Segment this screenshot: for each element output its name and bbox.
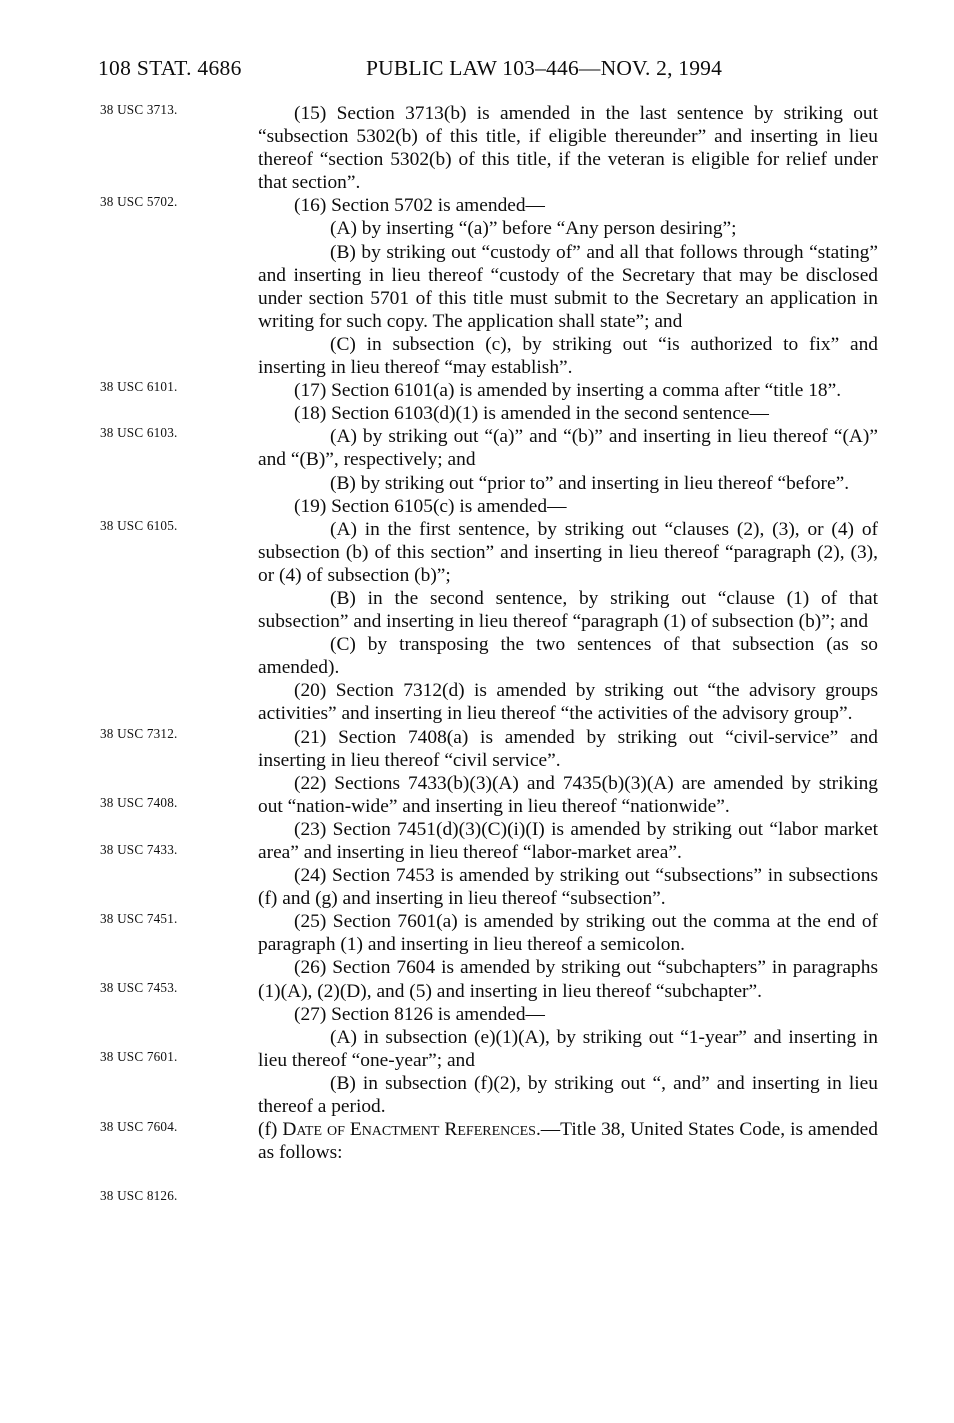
- paragraph-15: (15) Section 3713(b) is amended in the last sentence by striking out “subsection 5302(b) of this title, if eligible thereunder” and inserting in lieu thereof “section 5302(b) of this title, if the veteran is eligible for relief under that section”.: [258, 103, 878, 194]
- paragraph-27-b: (B) in subsection (f)(2), by striking out “, and” and inserting in lieu thereof a period.: [258, 1072, 878, 1118]
- paragraph-19: (19) Section 6105(c) is amended—: [294, 495, 567, 517]
- sidenote-usc-7408: 38 USC 7408.: [100, 795, 178, 810]
- sidenote-usc-6103: 38 USC 6103.: [100, 425, 178, 440]
- sidenote-usc-6101: 38 USC 6101.: [100, 379, 178, 394]
- sidenote-usc-5702: 38 USC 5702.: [100, 194, 178, 209]
- page-header: [78, 56, 876, 90]
- paragraph-19-c: (C) by transposing the two sentences of that subsection (as so amended).: [258, 634, 878, 679]
- sidenote-usc-7604: 38 USC 7604.: [100, 1119, 178, 1134]
- paragraph-23: (23) Section 7451(d)(3)(C)(i)(I) is amended by striking out “labor market area” and inserting in lieu thereof “labor-market area”.: [258, 818, 878, 863]
- sidenote-usc-7433: 38 USC 7433.: [100, 842, 178, 857]
- subsection-f-text: .—Title 38, United States Code, is amended as follows:: [258, 1119, 878, 1164]
- paragraph-24: (24) Section 7453 is amended by striking out “subsections” in subsections (f) and (g) and inserting in lieu thereof “subsection”.: [258, 865, 878, 910]
- subsection-f-marker: (f): [258, 1119, 283, 1141]
- public-law-title: PUBLIC LAW 103–446—NOV. 2, 1994: [366, 56, 723, 80]
- sidenote-usc-7312: 38 USC 7312.: [100, 726, 178, 741]
- page-body: [78, 102, 878, 1203]
- sidenote-usc-6105: 38 USC 6105.: [100, 518, 178, 533]
- main-text-column: [258, 102, 878, 1164]
- sidenote-usc-7451: 38 USC 7451.: [100, 911, 178, 926]
- sidenote-usc-7453: 38 USC 7453.: [100, 980, 178, 995]
- paragraph-16: (16) Section 5702 is amended—: [294, 195, 545, 217]
- paragraph-18-b: (B) by striking out “prior to” and inserting in lieu thereof “before”.: [330, 472, 850, 494]
- paragraph-19-a: (A) in the first sentence, by striking out “clauses (2), (3), or (4) of subsection (b) of this section” and inserting in lieu thereof “paragraph (2), (3), or (4) of subsection (b)”;: [258, 518, 878, 586]
- paragraph-22: (22) Sections 7433(b)(3)(A) and 7435(b)(3)(A) are amended by striking out “nation-wide” and inserting in lieu thereof “nationwide”.: [258, 772, 878, 817]
- sidenote-usc-3713: 38 USC 3713.: [100, 102, 178, 117]
- paragraph-27: (27) Section 8126 is amended—: [294, 1003, 545, 1025]
- sidenote-usc-7601: 38 USC 7601.: [100, 1049, 178, 1064]
- paragraph-27-a: (A) in subsection (e)(1)(A), by striking out “1-year” and inserting in lieu thereof “one-year”; and: [258, 1026, 878, 1071]
- paragraph-21: (21) Section 7408(a) is amended by striking out “civil-service” and inserting in lieu thereof “civil service”.: [258, 726, 878, 771]
- paragraph-20: (20) Section 7312(d) is amended by striking out “the advisory groups activities” and inserting in lieu thereof “the activities of the advisory group”.: [258, 680, 878, 725]
- subsection-f-heading: Date of Enactment References: [282, 1119, 536, 1141]
- paragraph-17: (17) Section 6101(a) is amended by inserting a comma after “title 18”.: [294, 380, 842, 402]
- paragraph-16-a: (A) by inserting “(a)” before “Any person desiring”;: [330, 218, 737, 240]
- paragraph-18: (18) Section 6103(d)(1) is amended in the second sentence—: [294, 403, 769, 425]
- paragraph-19-b: (B) in the second sentence, by striking out “clause (1) of that subsection” and inserting in lieu thereof “paragraph (1) of subsection (b)”; and: [258, 587, 878, 633]
- paragraph-16-b: (B) by striking out “custody of” and all that follows through “stating” and inserting in lieu thereof “custody of the Secretary that may be disclosed under section 5701 of this title must submit to the Secretary an application in writing for such copy. The application shall state”; and: [258, 241, 878, 332]
- paragraph-18-a: (A) by striking out “(a)” and “(b)” and inserting in lieu thereof “(A)” and “(B)”, respectively; and: [258, 426, 878, 471]
- sidenote-usc-8126: 38 USC 8126.: [100, 1188, 178, 1203]
- paragraph-25: (25) Section 7601(a) is amended by striking out the comma at the end of paragraph (1) and inserting in lieu thereof a semicolon.: [258, 911, 878, 956]
- paragraph-26: (26) Section 7604 is amended by striking out “subchapters” in paragraphs (1)(A), (2)(D), and (5) and inserting in lieu thereof “subchapter”.: [258, 957, 878, 1002]
- subsection-f-paragraph: [258, 1118, 878, 1164]
- paragraph-16-c: (C) in subsection (c), by striking out “is authorized to fix” and inserting in lieu thereof “may establish”.: [258, 333, 878, 379]
- statute-citation: 108 STAT. 4686: [98, 56, 242, 80]
